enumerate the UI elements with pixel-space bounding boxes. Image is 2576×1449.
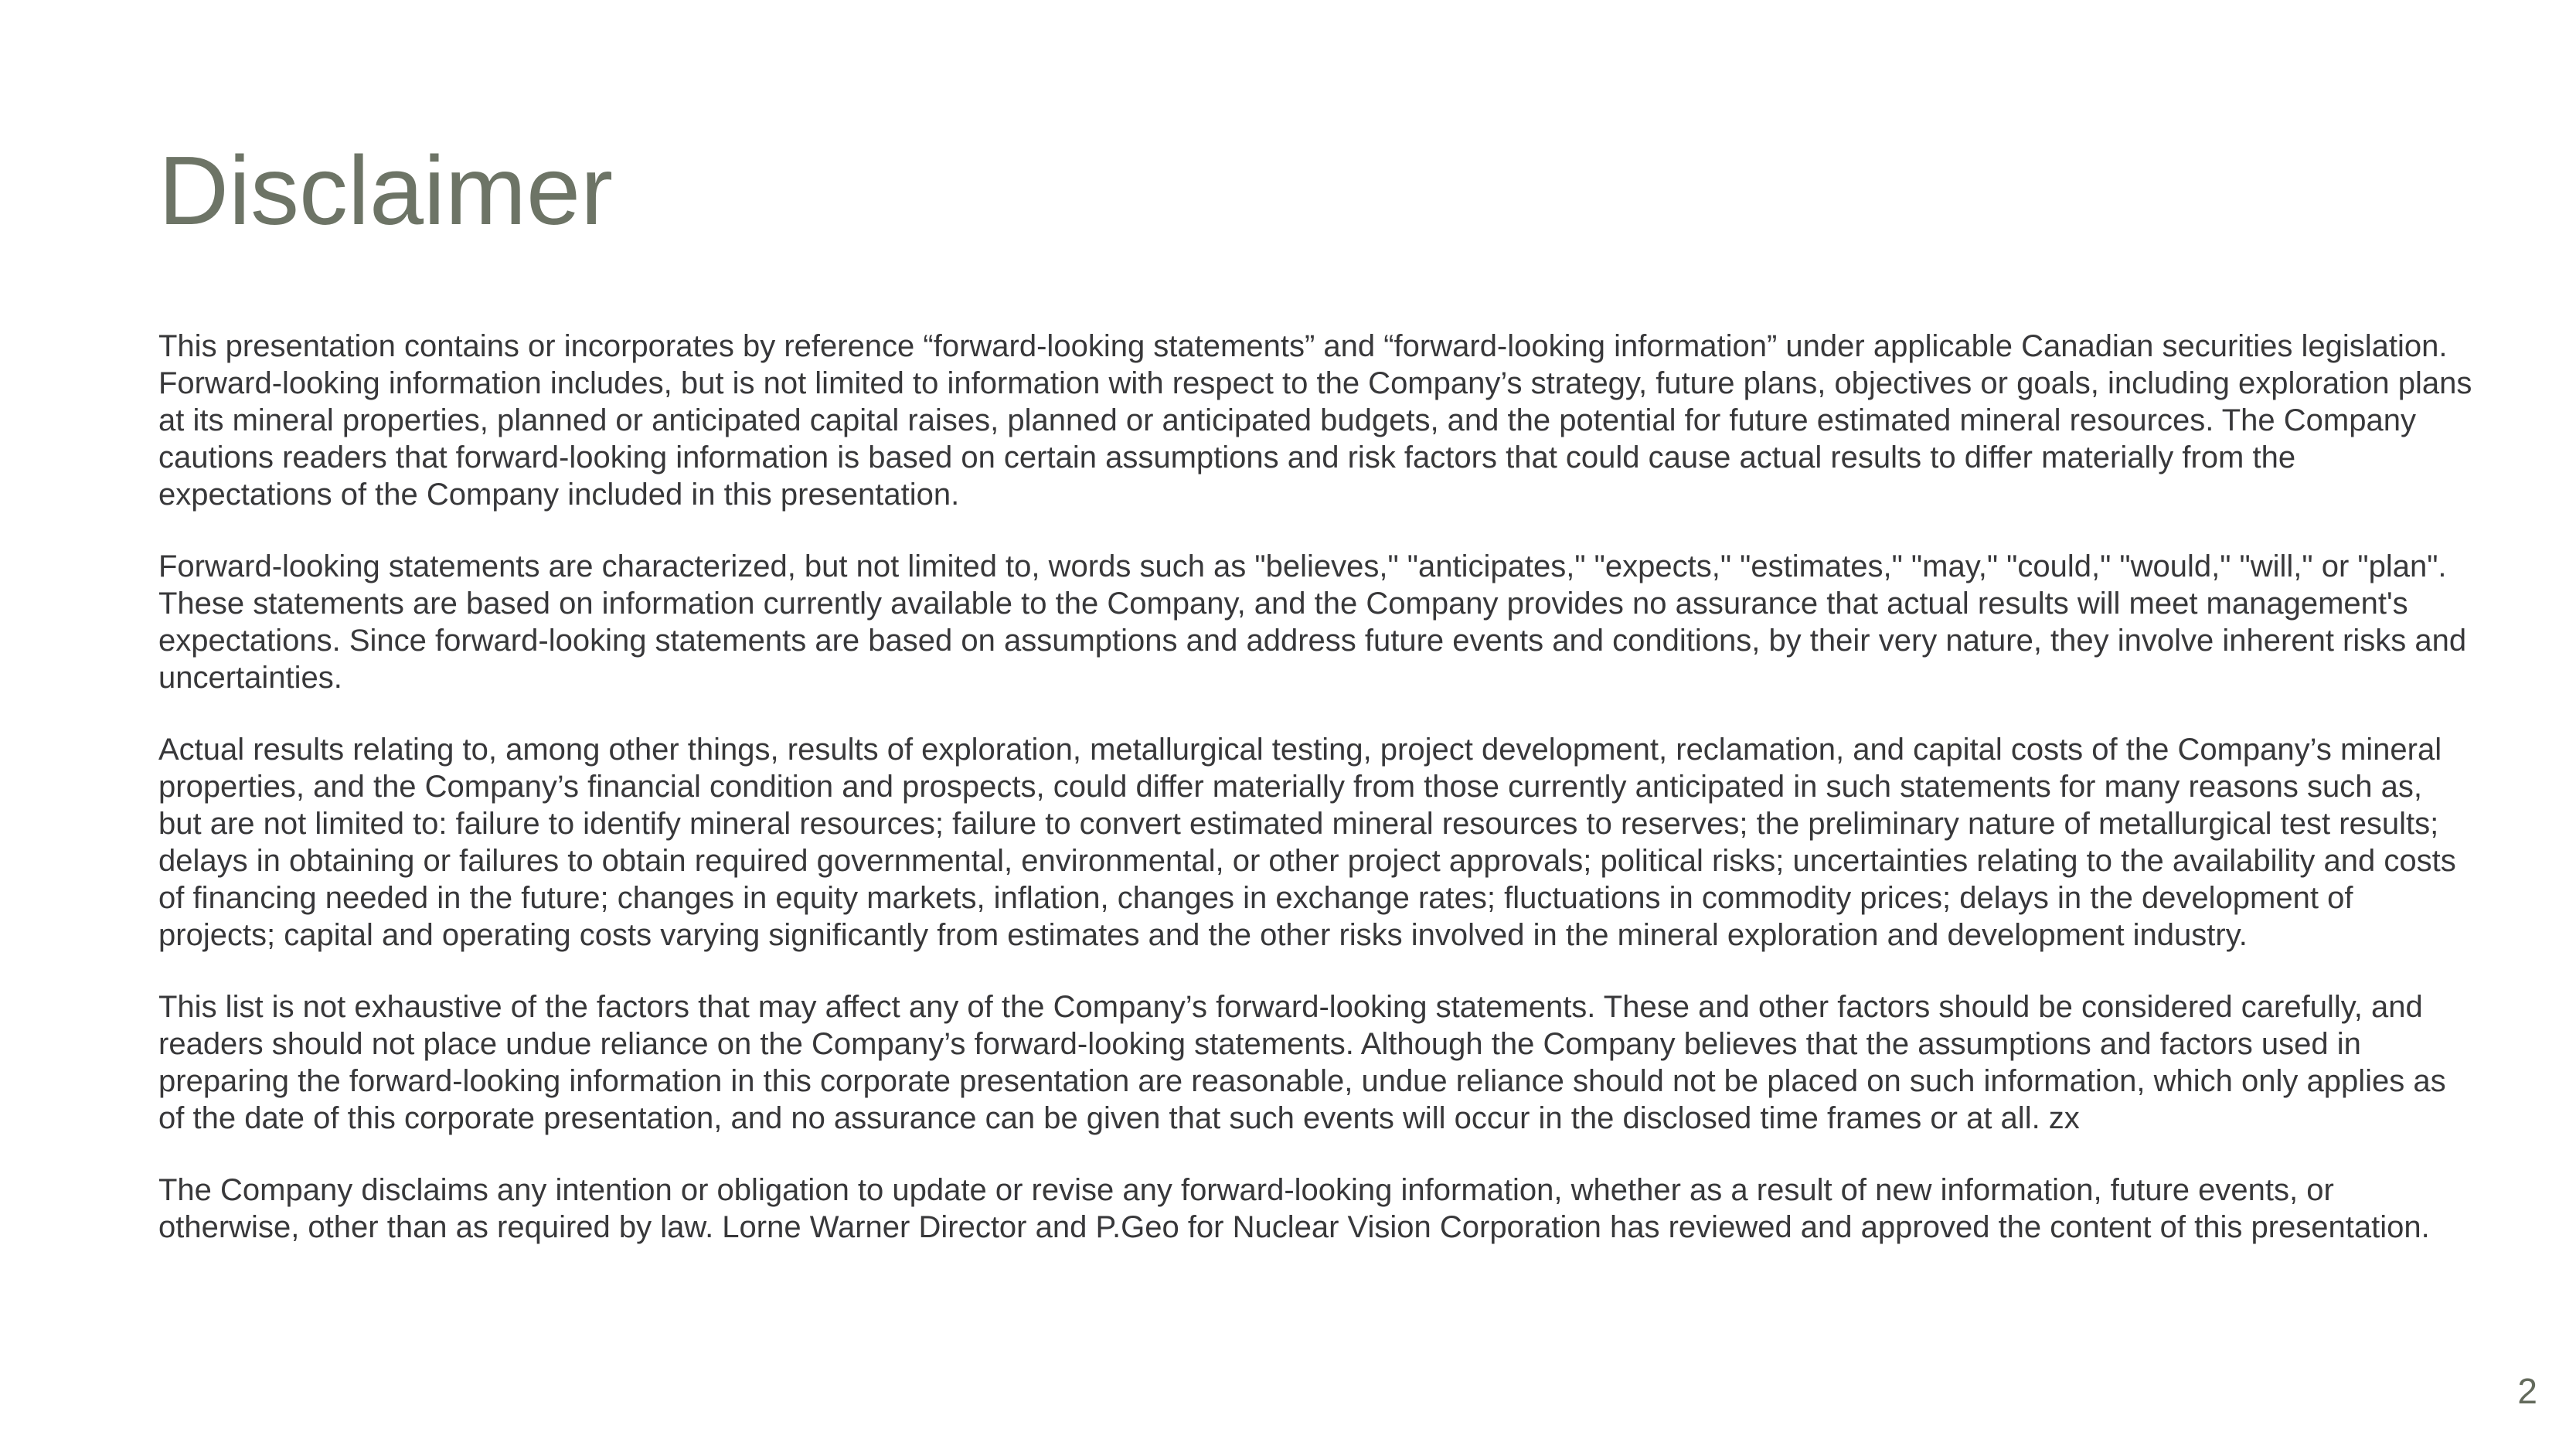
paragraph-forward-looking-intro: This presentation contains or incorporates by reference “forward-looking statements” and “forward-looking information” under applicable Canadian securities legislation. Forward-looking information includes, but is not limited to information with respect to the Company’s strategy, future plans, objectives or goals, including exploration plans at its mineral properties, planned or anticipated capital raises, planned or anticipated budgets, and the potential for future estimated mineral resources. The Company cautions readers that forward-looking information is based on certain assumptions and risk factors that could cause actual results to differ materially from the expectations of the Company included in this presentation.: [158, 329, 2472, 512]
paragraph-actual-results-risks: Actual results relating to, among other things, results of exploration, metallurgical testing, project development, reclamation, and capital costs of the Company’s mineral properties, and the Company’s financial condition and prospects, could differ materially from those currently anticipated in such statements for many reasons such as, but are not limited to: failure to identify mineral resources; failure to convert estimated mineral resources to reserves; the preliminary nature of metallurgical test results; delays in obtaining or failures to obtain required governmental, environmental, or other project approvals; political risks; uncertainties relating to the availability and costs of financing needed in the future; changes in equity markets, inflation, changes in exchange rates; fluctuations in commodity prices; delays in the development of projects; capital and operating costs varying significantly from estimates and the other risks involved in the mineral exploration and development industry.: [158, 733, 2456, 952]
paragraph-no-update-obligation: The Company disclaims any intention or obligation to update or revise any forward-looking information, whether as a result of new information, future events, or otherwise, other than as required by law. Lorne Warner Director and P.Geo for Nuclear Vision Corporation has reviewed and approved the content of this presentation.: [158, 1173, 2430, 1244]
paragraph-statement-wording: Forward-looking statements are characterized, but not limited to, words such as "believes," "anticipates," "expects," "estimates," "may," "could," "would," "will," or "plan". These statements are based on information currently available to the Company, and the Company provides no assurance that actual results will meet management's expectations. Since forward-looking statements are based on assumptions and address future events and conditions, by their very nature, they involve inherent risks and uncertainties.: [158, 549, 2467, 695]
disclaimer-body: [158, 328, 2473, 1281]
slide-title: Disclaimer: [158, 136, 614, 245]
paragraph-non-exhaustive-list: This list is not exhaustive of the factors that may affect any of the Company’s forward-looking statements. These and other factors should be considered carefully, and readers should not place undue reliance on the Company’s forward-looking statements. Although the Company believes that the assumptions and factors used in preparing the forward-looking information in this corporate presentation are reasonable, undue reliance should not be placed on such information, which only applies as of the date of this corporate presentation, and no assurance can be given that such events will occur in the disclosed time frames or at all. zx: [158, 990, 2446, 1135]
page-number: 2: [2517, 1371, 2537, 1411]
